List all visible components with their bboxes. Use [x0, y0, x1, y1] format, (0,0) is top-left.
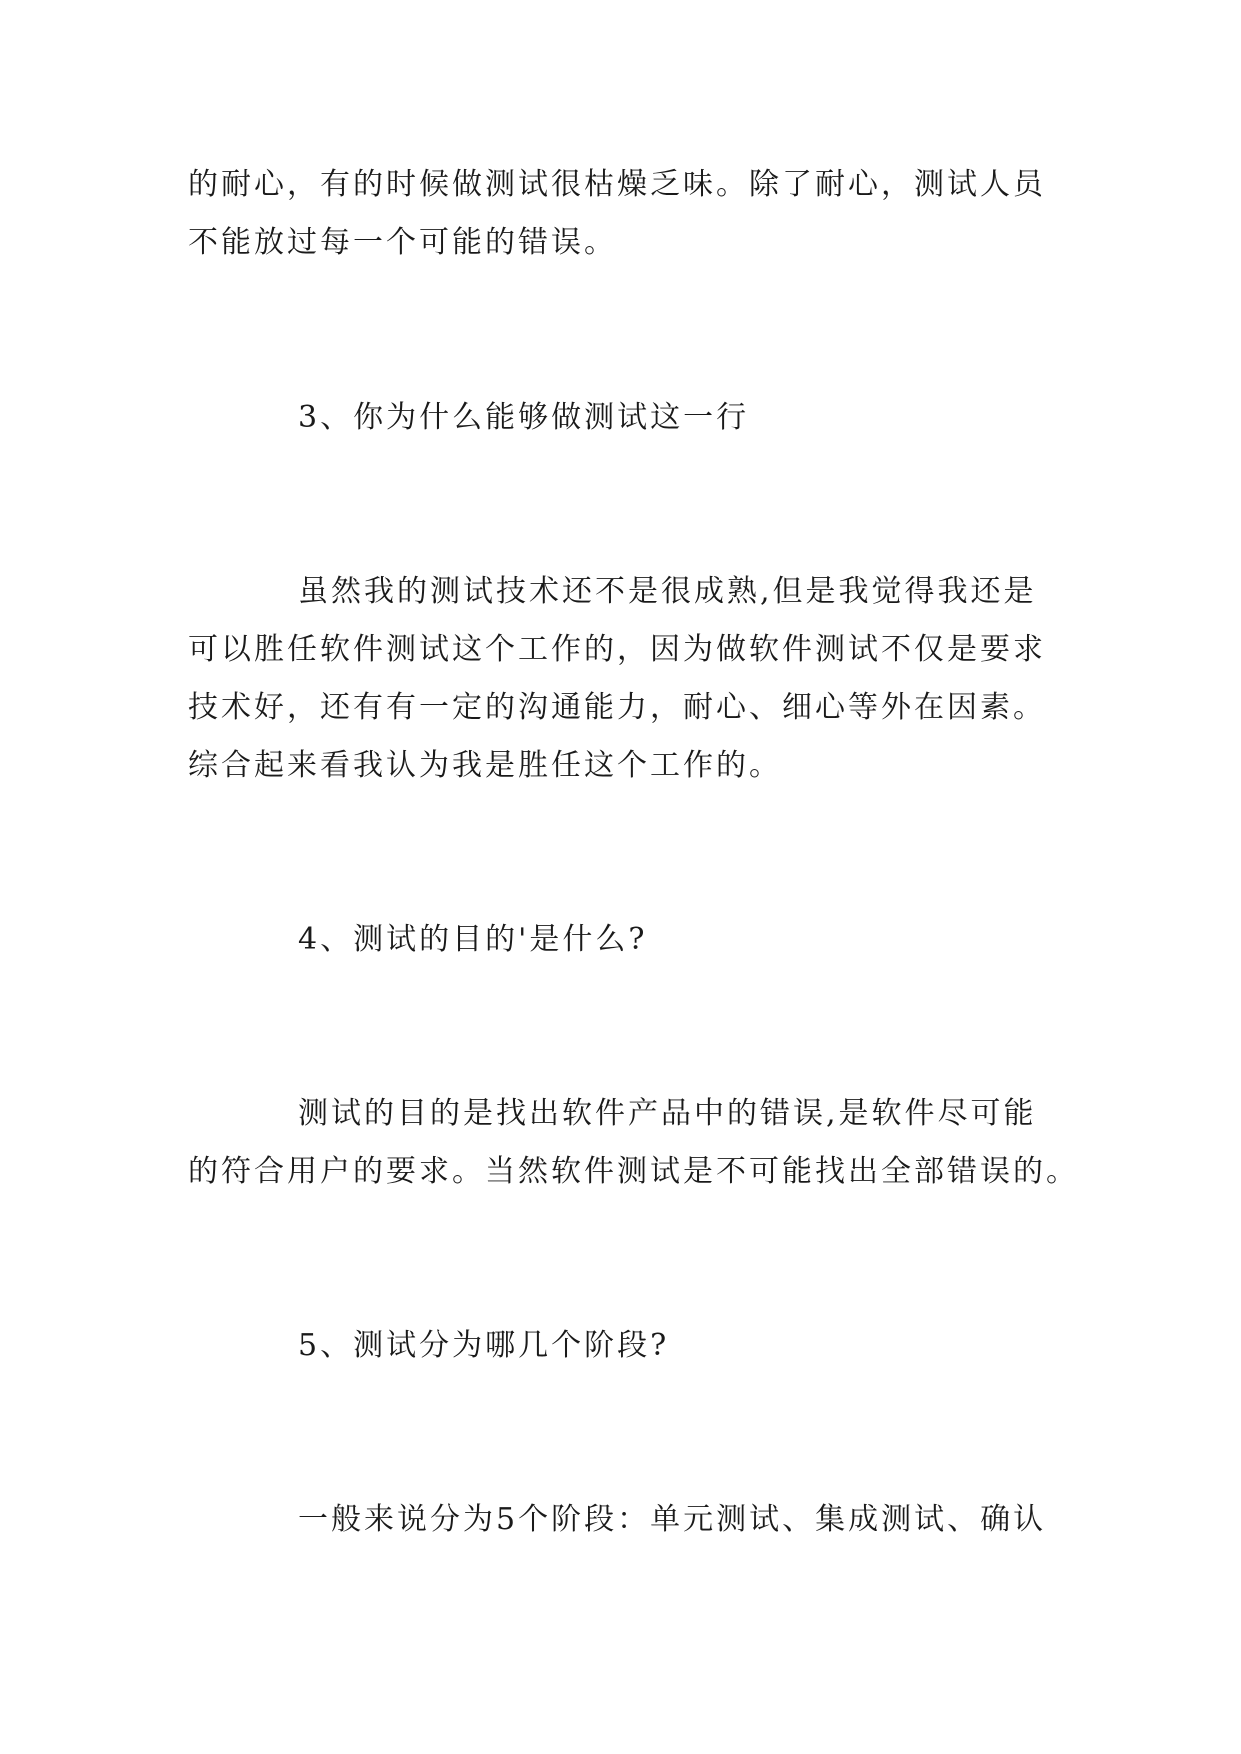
paragraph-line: 虽然我的测试技术还不是很成熟,但是我觉得我还是: [298, 574, 1037, 609]
question-heading: 3、你为什么能够做测试这一行: [298, 400, 750, 435]
paragraph-line: 一般来说分为5个阶段：单元测试、集成测试、确认: [298, 1502, 1047, 1537]
question-heading: 5、测试分为哪几个阶段?: [298, 1328, 670, 1363]
paragraph-line: 技术好，还有有一定的沟通能力，耐心、细心等外在因素。: [188, 690, 1046, 725]
paragraph-line: 的符合用户的要求。当然软件测试是不可能找出全部错误的。: [188, 1154, 1079, 1189]
paragraph-line: 可以胜任软件测试这个工作的，因为做软件测试不仅是要求: [188, 632, 1046, 667]
paragraph-line: 不能放过每一个可能的错误。: [188, 225, 617, 260]
paragraph-line: 测试的目的是找出软件产品中的错误,是软件尽可能: [298, 1096, 1037, 1131]
paragraph-line: 综合起来看我认为我是胜任这个工作的。: [188, 748, 782, 783]
paragraph-line: 的耐心，有的时候做测试很枯燥乏味。除了耐心，测试人员: [188, 167, 1046, 202]
question-heading: 4、测试的目的'是什么?: [298, 922, 648, 957]
